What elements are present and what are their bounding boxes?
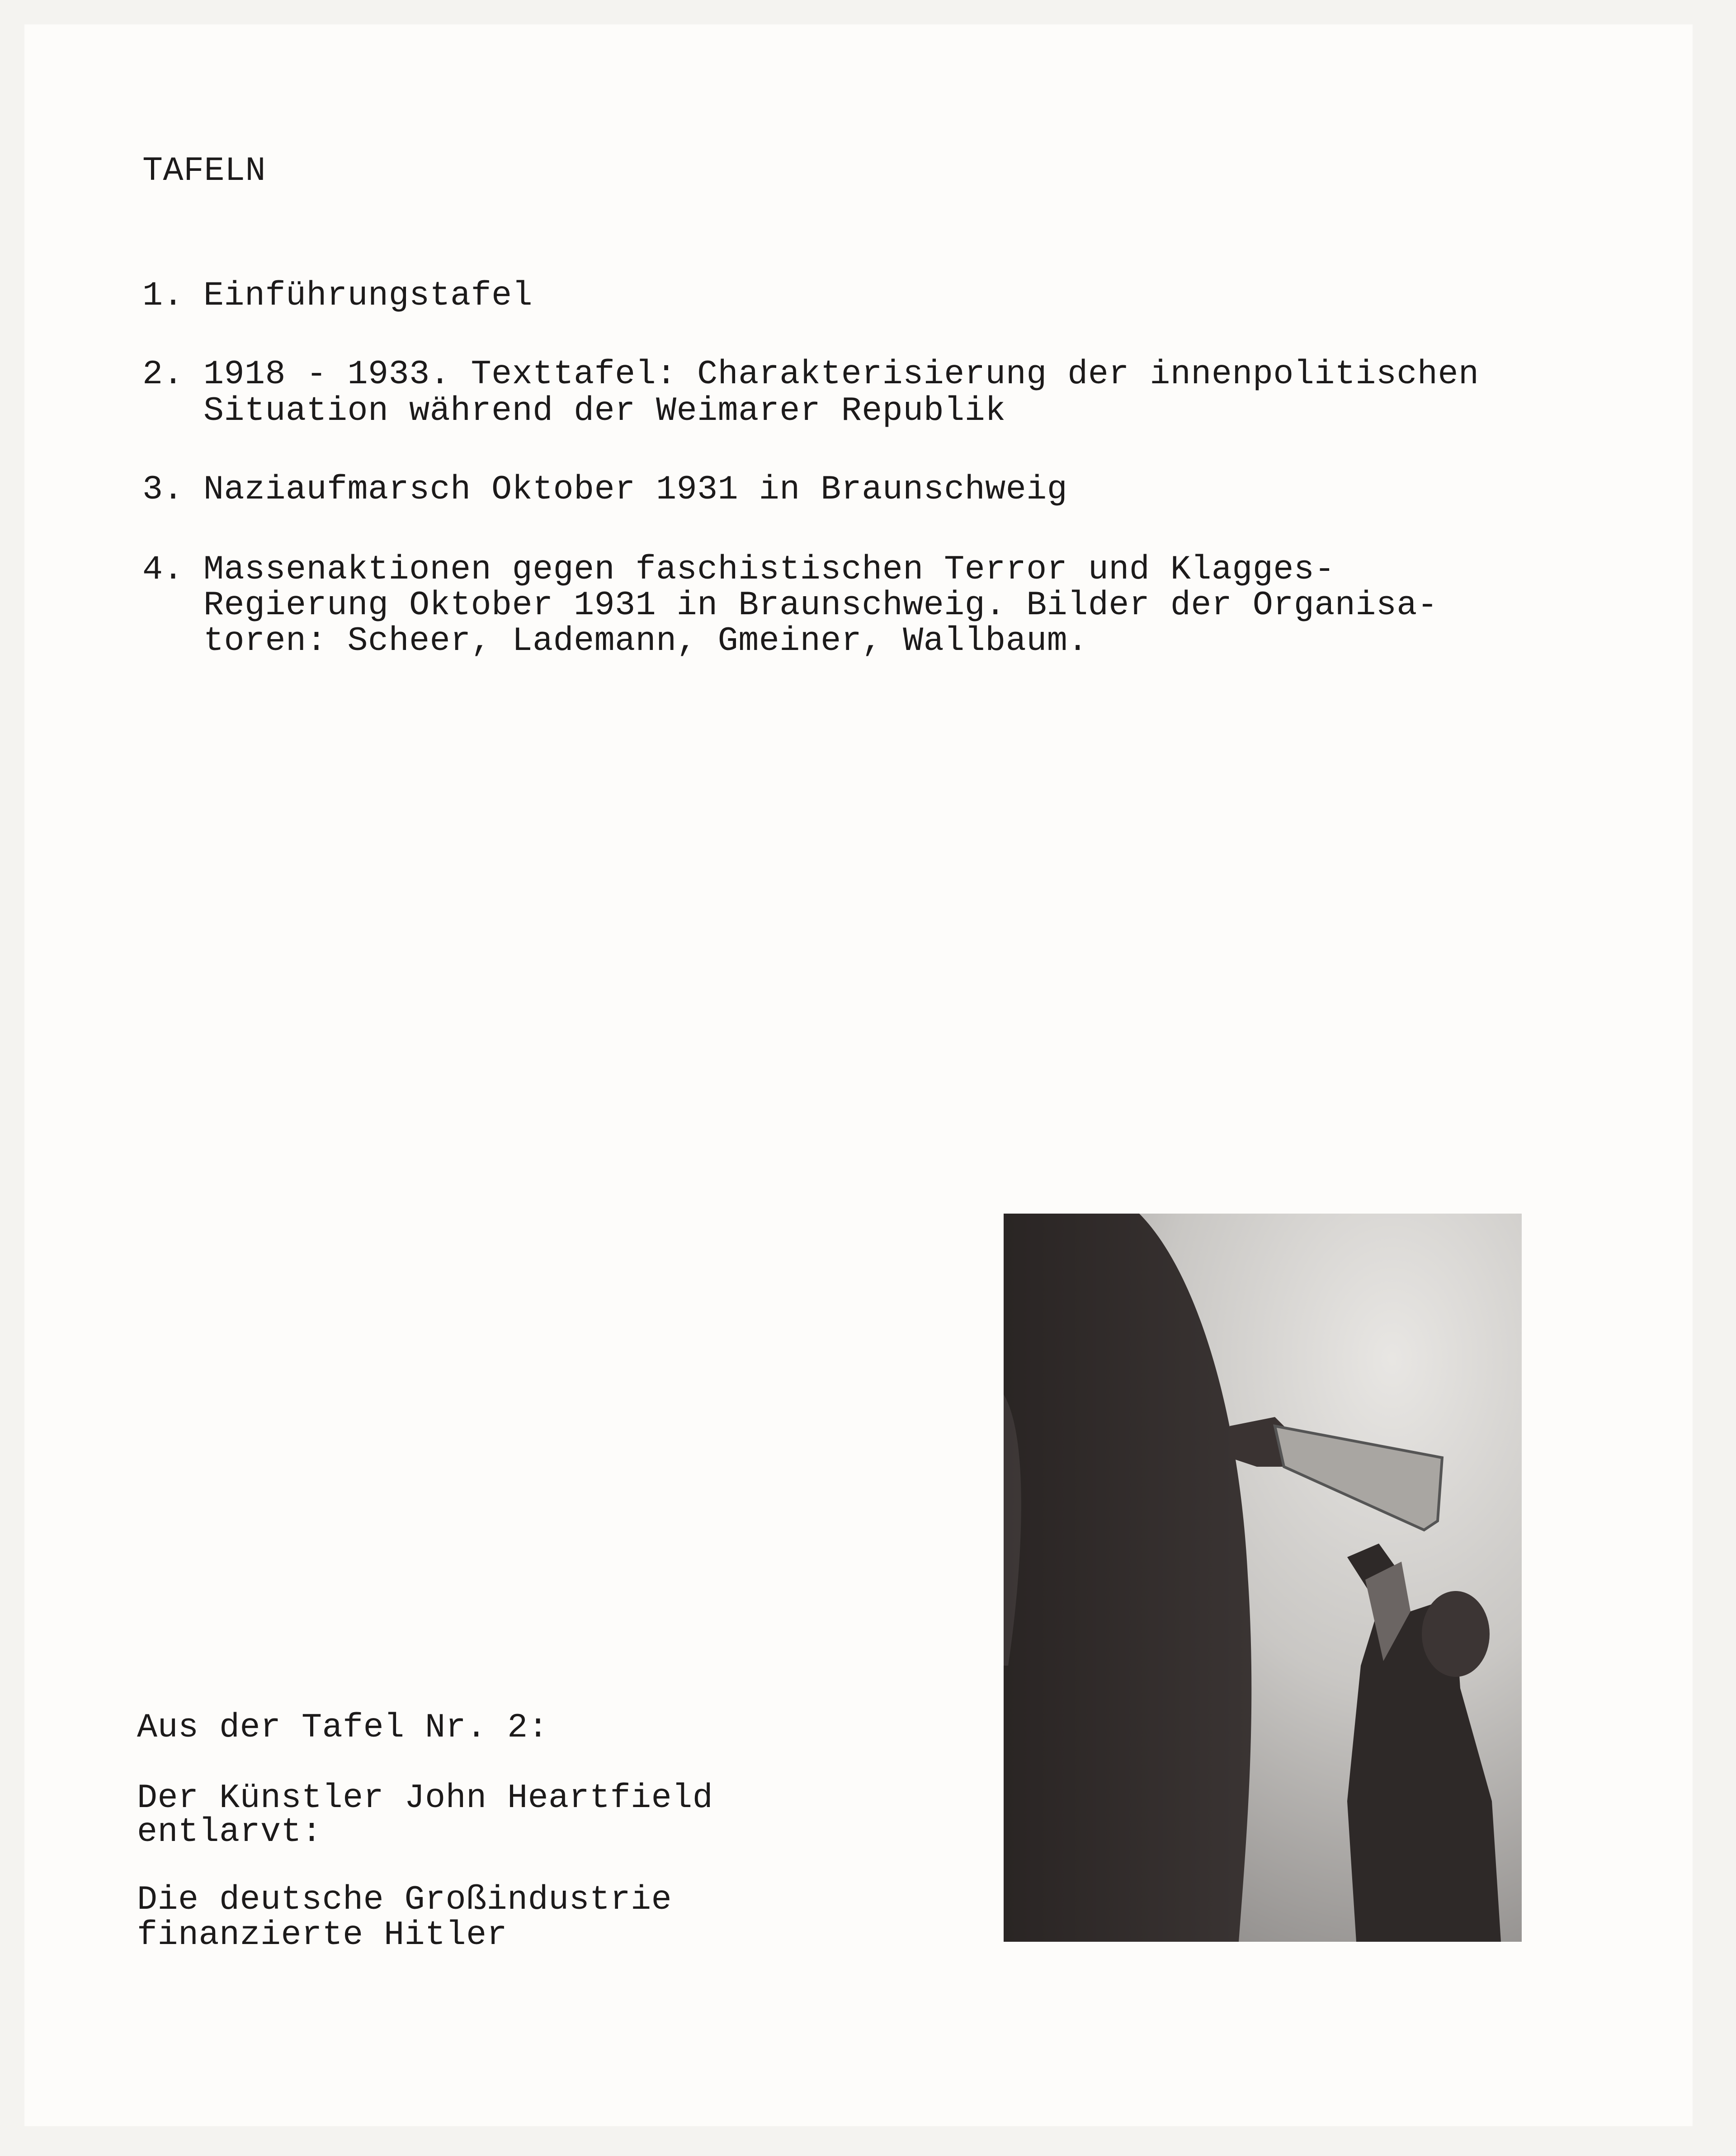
figure-head [1422, 1591, 1490, 1677]
item-number: 4. [142, 551, 184, 589]
caption-artist: Der Künstler John Heartfield [137, 1779, 713, 1817]
caption-artist: entlarvt: [137, 1813, 322, 1851]
page-heading: TAFELN [142, 152, 266, 190]
item-number: 2. [142, 355, 184, 394]
caption-title: Die deutsche Großindustrie [137, 1881, 672, 1919]
caption-source: Aus der Tafel Nr. 2: [137, 1709, 549, 1747]
item-text: Massenaktionen gegen faschistischen Terror und Klagges- [203, 551, 1335, 589]
item-text: Regierung Oktober 1931 in Braunschweig. Bilder der Organisa- [203, 586, 1438, 625]
item-number: 1. [142, 277, 184, 315]
item-text: Situation während der Weimarer Republik [203, 392, 1006, 430]
item-number: 3. [142, 471, 184, 509]
caption-title: finanzierte Hitler [137, 1916, 508, 1954]
heartfield-photomontage [1004, 1214, 1522, 1942]
item-text: toren: Scheer, Lademann, Gmeiner, Wallbaum. [203, 622, 1088, 660]
item-text: Einführungstafel [203, 277, 533, 315]
item-text: 1918 - 1933. Texttafel: Charakterisierung der innenpolitischen [203, 355, 1479, 394]
item-text: Naziaufmarsch Oktober 1931 in Braunschweig [203, 471, 1068, 509]
